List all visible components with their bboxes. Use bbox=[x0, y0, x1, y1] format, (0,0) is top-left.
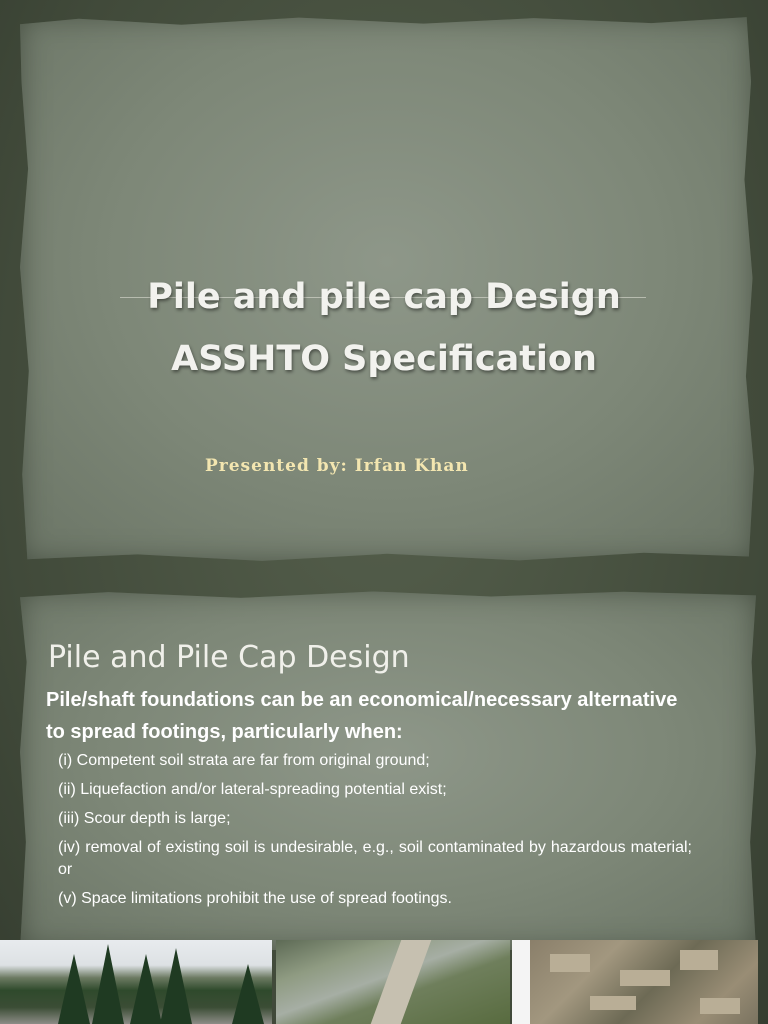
condition-list bbox=[58, 750, 692, 917]
aerial-town-photo bbox=[530, 940, 758, 1024]
slide-title-line-1: Pile and pile cap Design bbox=[147, 277, 621, 317]
list-item: (ii) Liquefaction and/or lateral-spreading potential exist; bbox=[58, 781, 447, 798]
list-item: (iv) removal of existing soil is undesirable, e.g., soil contaminated by hazardous material; or bbox=[58, 839, 692, 878]
list-item: (i) Competent soil strata are far from original ground; bbox=[58, 752, 430, 769]
list-item: (v) Space limitations prohibit the use of spread footings. bbox=[58, 890, 452, 907]
forest-photo bbox=[0, 940, 272, 1024]
photo-strip bbox=[0, 940, 768, 1024]
photo-divider bbox=[512, 940, 530, 1024]
slide-heading: Pile and Pile Cap Design bbox=[48, 640, 410, 675]
slide-title-line-2: ASSHTO Specification bbox=[171, 339, 597, 379]
list-item: (iii) Scour depth is large; bbox=[58, 810, 231, 827]
river-bank-photo bbox=[276, 940, 510, 1024]
presenter-credit: Presented by: Irfan Khan bbox=[205, 456, 469, 476]
content-slide bbox=[0, 580, 768, 1024]
lead-paragraph: Pile/shaft foundations can be an economical/necessary alternative to spread footings, particularly when: bbox=[46, 689, 678, 743]
